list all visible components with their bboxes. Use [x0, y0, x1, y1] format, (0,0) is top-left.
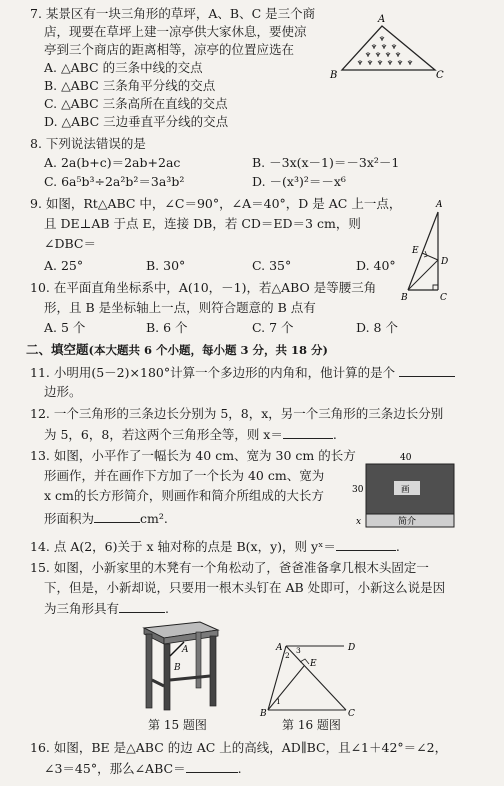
q16-answer-blank[interactable]	[186, 760, 238, 773]
q7-option-c: C. △ABC 三条高所在直线的交点	[44, 96, 228, 111]
q7-label-a: A	[378, 14, 386, 25]
q9-label-e: E	[412, 246, 419, 256]
q13-label-painting: 画	[401, 485, 410, 495]
q12-line-1: 12. 一个三角形的三条边长分别为 5，8，x，另一个三角形的三条边长分别	[30, 406, 444, 421]
q9-option-b: B. 30°	[146, 258, 186, 273]
q13-line-3: x cm的长方形简介，则画作和简介所组成的大长方	[44, 488, 324, 503]
q7-line-3: 亭到三个商店的距离相等，凉亭的位置应选在	[44, 42, 295, 57]
q16-label-c: C	[348, 709, 355, 716]
q8-option-b: B. －3x(x－1)＝－3x²－1	[252, 155, 400, 170]
q7-option-a: A. △ABC 的三条中线的交点	[44, 60, 203, 75]
q13-label-top: 40	[400, 453, 412, 463]
q10-option-c: C. 7 个	[252, 320, 294, 335]
q9-option-c: C. 35°	[252, 258, 292, 273]
q8-stem: 8. 下列说法错误的是	[30, 136, 146, 151]
q7-label-c: C	[436, 70, 444, 81]
q9-line-2: 且 DE⊥AB 于点 E，连接 DB，若 CD＝ED＝3 cm，则	[44, 216, 361, 231]
q10-option-a: A. 5 个	[44, 320, 86, 335]
q16-period: .	[237, 761, 242, 776]
q11-line-1	[30, 364, 455, 381]
q16-text: ∠3＝45°，那么∠ABC＝	[44, 761, 186, 776]
q16-angle-2: 2	[285, 651, 290, 660]
q15-period: .	[165, 601, 169, 616]
q8-option-d: D. －(x³)²＝－x⁶	[252, 174, 346, 189]
q11-line-2: 边形。	[44, 384, 82, 399]
q13-line-1: 13. 如图，小平作了一幅长为 40 cm、宽为 30 cm 的长方	[30, 448, 356, 463]
q15-label-b: B	[174, 663, 181, 673]
q9-label-b: B	[401, 293, 408, 303]
q16-label-e: E	[310, 659, 317, 669]
q16-label-a: A	[276, 643, 283, 653]
q8-option-a: A. 2a(b+c)＝2ab+2ac	[44, 155, 181, 170]
q15-answer-blank[interactable]	[119, 600, 165, 613]
q16-label-d: D	[348, 643, 356, 653]
q9-option-a: A. 25°	[44, 258, 84, 273]
q8-option-c: C. 6a⁵b³÷2a²b²＝3a³b²	[44, 174, 185, 189]
section-heading	[26, 342, 328, 358]
q9-line-3: ∠DBC＝	[44, 236, 96, 251]
q13-answer-blank[interactable]	[94, 510, 140, 523]
q7-line-2: 店，现要在草坪上建一凉亭供大家休息，要使凉	[44, 24, 307, 39]
q12-period: .	[332, 427, 337, 442]
q16-angle-1: 1	[276, 697, 281, 706]
q11-text: 11. 小明用(5－2)×180°计算一个多边形的内角和，他计算的是个	[30, 365, 396, 380]
q13-unit: cm².	[140, 511, 168, 526]
q13-label-intro: 简介	[398, 517, 417, 527]
q13-label-left: 30	[352, 485, 364, 495]
q9-line-1: 9. 如图，Rt△ABC 中，∠C＝90°，∠A＝40°，D 是 AC 上一点，	[30, 196, 402, 211]
q7-line-1: 7. 某景区有一块三角形的草坪，A、B、C 是三个商	[30, 6, 316, 21]
q12-line-2	[44, 426, 337, 443]
q15-line-2: 下，但是，小新却说，只要用一根木头钉在 AB 处即可，小新这么说是因	[44, 580, 446, 595]
q15-stool-figure	[138, 620, 222, 712]
q15-line-3	[44, 600, 169, 617]
q7-option-d: D. △ABC 三边垂直平分线的交点	[44, 114, 229, 129]
q9-label-c: C	[440, 293, 447, 303]
q16-line-2	[44, 760, 242, 777]
section-note: (本大题共 6 个小题，每小题 3 分，共 18 分)	[88, 343, 328, 357]
q13-painting-figure	[352, 450, 462, 532]
q12-text: 为 5，6，8，若这两个三角形全等，则 x＝	[44, 427, 283, 442]
q13-label-x: x	[356, 517, 362, 527]
q16-geometry-figure	[258, 632, 368, 716]
q16-angle-3: 3	[296, 646, 301, 655]
q10-line-1: 10. 在平面直角坐标系中，A(10，－1)，若△ABO 是等腰三角	[30, 280, 377, 295]
q7-lawn-triangle-figure	[322, 12, 448, 82]
q9-right-triangle-figure	[400, 194, 460, 306]
q15-line-1: 15. 如图，小新家里的木凳有一个角松动了，爸爸准备拿几根木头固定一	[30, 560, 429, 575]
q14-answer-blank[interactable]	[336, 538, 396, 551]
q11-answer-blank[interactable]	[399, 364, 455, 377]
q15-figure-caption: 第 15 题图	[148, 718, 207, 732]
q16-line-1: 16. 如图，BE 是△ABC 的边 AC 上的高线，AD∥BC，且∠1＋42°＝∠2，	[30, 740, 448, 755]
q9-label-d: D	[441, 257, 449, 267]
q16-label-b: B	[260, 709, 267, 716]
q15-label-a: A	[182, 645, 189, 655]
q7-label-b: B	[330, 70, 338, 81]
q12-answer-blank[interactable]	[283, 426, 333, 439]
section-title: 二、填空题	[26, 342, 89, 357]
q9-option-d: D. 40°	[356, 258, 396, 273]
q14-period: .	[395, 539, 400, 554]
q13-line-4	[44, 510, 168, 527]
q16-figure-caption: 第 16 题图	[282, 718, 341, 732]
q14-text: 14. 点 A(2，6)关于 x 轴对称的点是 B(x，y)，则 yˣ＝	[30, 539, 336, 554]
q7-option-b: B. △ABC 三条角平分线的交点	[44, 78, 216, 93]
q10-line-2: 形，且 B 是坐标轴上一点，则符合题意的 B 点有	[44, 300, 316, 315]
q10-option-b: B. 6 个	[146, 320, 188, 335]
q14-line	[30, 538, 400, 555]
q13-text: 形面积为	[44, 511, 95, 526]
q13-line-2: 形画作，并在画作下方加了一个长为 40 cm、宽为	[44, 468, 325, 483]
q15-text: 为三角形具有	[44, 601, 120, 616]
q9-label-a: A	[436, 200, 443, 210]
q10-option-d: D. 8 个	[356, 320, 398, 335]
